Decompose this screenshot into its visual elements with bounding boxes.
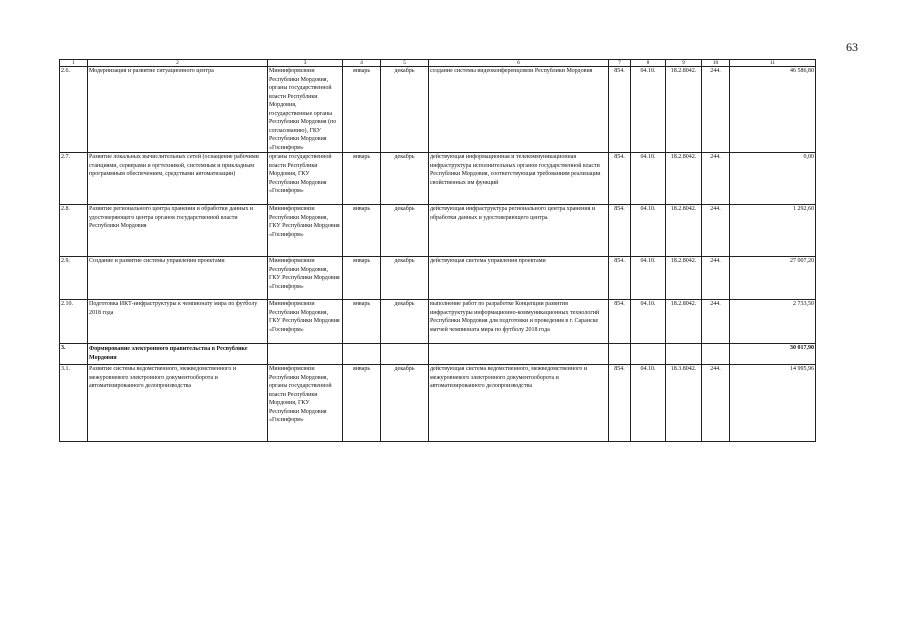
expected-result: создание системы видеоконференцсвязи Республики Мордовия [429,67,609,153]
executor-text: Мининформсвязи Республики Мордовия, ГКУ Республики Мордовия «Госинформ» [269,206,340,238]
rzpr-code: 04.10. [631,205,666,257]
csr-code [666,344,702,365]
rzpr-code [631,344,666,365]
end-month: декабрь [381,300,429,344]
grbs-code: 854. [609,257,631,300]
csr-code: 18.2.8042. [666,205,702,257]
executor [268,300,343,344]
column-header: 7 [609,60,631,67]
rzpr-code: 04.10. [631,365,666,442]
csr-code: 18.3.8042. [666,365,702,442]
rzpr-code: 04.10. [631,257,666,300]
executor-text: органы государственной власти Республики Мордовия, ГКУ Республики Мордовия «Госинформ» [269,154,332,194]
vr-code: 244. [702,365,730,442]
column-header: 1 [60,60,88,67]
amount: 1 292,60 [730,205,816,257]
executor-text: Мининформсвязи Республики Мордовия, ГКУ Республики Мордовия «Госинформ» [269,301,340,333]
section-title [88,344,268,365]
expected-result: выполнение работ по разработке Концепции развития инфраструктуры информационно-коммуникационных технологий Республики Мордовия для подготовки и проведения в г. Саранске матчей чемпионата мира по футболу 2018 года [429,300,609,344]
column-header: 5 [381,60,429,67]
activity-name: Развитие локальных вычислительных сетей (оснащение рабочими станциями, серверами и оргтехникой, системным и прикладным программным обеспечением, средствами автоматизации) [88,153,268,205]
row-number: 2.9. [60,257,88,300]
column-header: 10 [702,60,730,67]
table-row [60,300,816,344]
end-month: декабрь [381,365,429,442]
vr-code: 244. [702,153,730,205]
csr-code: 18.2.8042. [666,257,702,300]
end-month: декабрь [381,153,429,205]
rzpr-code: 04.10. [631,153,666,205]
expected-result: действующая информационная и телекоммуникационная инфраструктура исполнительных органов государственной власти Республики Мордовия, соответствующая требованиям реализации свойственных им функций [429,153,609,205]
grbs-code [609,344,631,365]
amount: 0,00 [730,153,816,205]
start-month: январь [343,67,381,153]
section-row [60,344,816,365]
start-month: январь [343,205,381,257]
grbs-code: 854. [609,205,631,257]
vr-code: 244. [702,257,730,300]
activity-name: Развитие системы ведомственного, межведомственного и межуровневого электронного документооборота и автоматизированного делопроизводства [88,365,268,442]
executor [268,365,343,442]
start-month: январь [343,300,381,344]
table-row [60,67,816,153]
table-row [60,205,816,257]
end-month: декабрь [381,67,429,153]
column-header: 3 [268,60,343,67]
column-header: 6 [429,60,609,67]
row-number: 2.8. [60,205,88,257]
rzpr-code: 04.10. [631,300,666,344]
grbs-code: 854. [609,300,631,344]
executor [268,344,343,365]
executor [268,205,343,257]
end-month [381,344,429,365]
column-header: 8 [631,60,666,67]
row-number: 2.7. [60,153,88,205]
executor [268,257,343,300]
vr-code: 244. [702,205,730,257]
activity-name: Подготовка ИКТ-инфраструктуры к чемпионату мира по футболу 2018 года [88,300,268,344]
csr-code: 18.2.8042. [666,67,702,153]
table-row [60,257,816,300]
end-month: декабрь [381,205,429,257]
expected-result: действующая система управления проектами [429,257,609,300]
column-number-header-row [60,60,816,67]
executor-text: Мининформсвязи Республики Мордовия, органы государственной власти Республики Мордовия, государственные органы Республики Мордовия (по согласованию), ГКУ Республики Мордовия «Госинформ» [269,68,337,151]
expected-result: действующая инфраструктура регионального центра хранения и обработки данных и удостоверяющего центра [429,205,609,257]
csr-code: 18.2.8042. [666,153,702,205]
start-month: январь [343,365,381,442]
grbs-code: 854. [609,67,631,153]
start-month: январь [343,257,381,300]
expected-result [429,344,609,365]
end-month: декабрь [381,257,429,300]
rzpr-code: 04.10. [631,67,666,153]
column-header: 2 [88,60,268,67]
amount: 30 017,90 [730,344,816,365]
amount: 2 733,50 [730,300,816,344]
executor-text: Мининформсвязи Республики Мордовия, органы государственной власти Республики Мордовия, ГКУ Республики Мордовия «Госинформ» [269,366,332,423]
grbs-code: 854. [609,153,631,205]
start-month [343,344,381,365]
program-activities-table [59,59,816,442]
csr-code: 18.2.8042. [666,300,702,344]
grbs-code: 854. [609,365,631,442]
vr-code: 244. [702,67,730,153]
executor-text: Мининформсвязи Республики Мордовия, ГКУ Республики Мордовия «Госинформ» [269,258,340,290]
row-number: 2.6. [60,67,88,153]
page-number: 63 [846,40,858,54]
executor [268,67,343,153]
activity-name: Создание и развитие системы управления проектами [88,257,268,300]
amount: 27 007,20 [730,257,816,300]
vr-code: 244. [702,300,730,344]
column-header: 9 [666,60,702,67]
vr-code [702,344,730,365]
section-title-text: Формирование электронного правительства в Республике Мордовия [89,346,248,361]
start-month: январь [343,153,381,205]
executor [268,153,343,205]
activity-name: Развитие регионального центра хранения и обработки данных и удостоверяющего центра органов государственной власти Республики Мордовия [88,205,268,257]
expected-result: действующая система ведомственного, межведомственного и межуровневого электронного документооборота и автоматизированного делопроизводства [429,365,609,442]
column-header: 11 [730,60,816,67]
amount: 14 995,96 [730,365,816,442]
table-row [60,365,816,442]
amount: 46 586,80 [730,67,816,153]
activity-name: Модернизация и развитие ситуационного центра [88,67,268,153]
row-number: 2.10. [60,300,88,344]
table-row [60,153,816,205]
column-header: 4 [343,60,381,67]
row-number: 3.1. [60,365,88,442]
row-number: 3. [60,344,88,365]
